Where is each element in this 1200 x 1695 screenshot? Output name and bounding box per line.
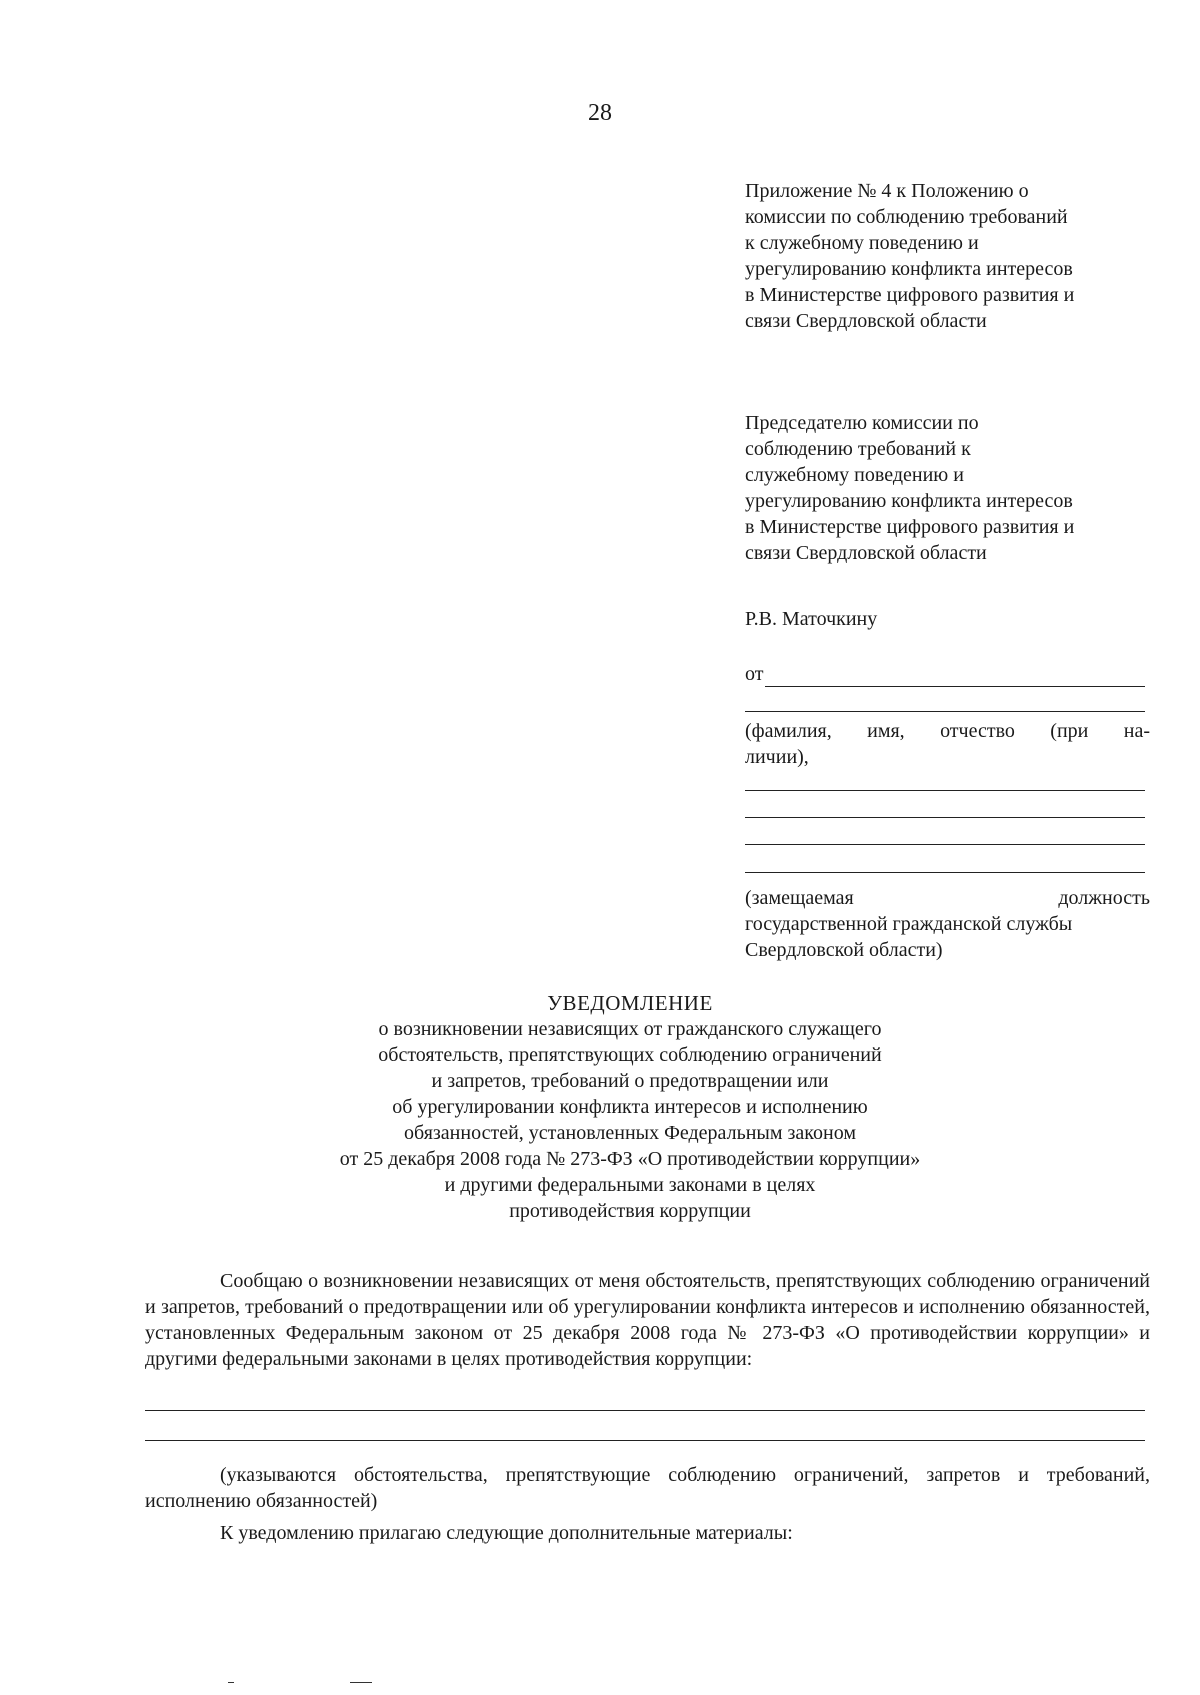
from-label: от [745, 663, 764, 685]
caption-line: Свердловской области) [745, 939, 943, 961]
from-field[interactable] [745, 661, 1145, 687]
notice-subtitle-line: противодействия коррупции [509, 1200, 751, 1222]
addressee-line: служебному поведению и [745, 464, 964, 486]
notice-body-paragraph: Сообщаю о возникновении независящих от меня обстоятельств, препятствующих соблюдению ограничений и запретов, требований о предотвращении или об урегулировании конфликта интересов и исполнению обязанностей, установленных Федеральным законом от 25 декабря 2008 года № 273-ФЗ «О противодействии коррупции» и другими федеральными законами в целях противодействия коррупции: [145, 1270, 1150, 1370]
appendix-line: в Министерстве цифрового развития и [745, 284, 1075, 306]
addressee-line: соблюдению требований к [745, 438, 971, 460]
fio-blank-line[interactable] [745, 711, 1145, 712]
notice-subtitle-line: обязанностей, установленных Федеральным законом [404, 1122, 856, 1144]
from-blank-line[interactable] [765, 666, 1145, 687]
caption-word: (замещаемая [745, 887, 854, 909]
circumstances-blank-line-1[interactable] [145, 1410, 1145, 1411]
notice-heading [250, 990, 1010, 1224]
fio-caption [745, 718, 1150, 770]
addressee-line: Председателю комиссии по [745, 412, 979, 434]
scan-mark [350, 1682, 372, 1683]
address-blank-line-2[interactable] [745, 817, 1145, 818]
scan-mark [228, 1682, 234, 1683]
caption-line: государственной гражданской службы [745, 913, 1073, 935]
addressee-block [745, 410, 1150, 566]
caption-word: (при [1050, 720, 1089, 742]
appendix-line: Приложение № 4 к Положению о [745, 180, 1029, 202]
address-blank-line-1[interactable] [745, 790, 1145, 791]
notice-subtitle-line: и запретов, требований о предотвращении или [431, 1070, 829, 1092]
addressee-line: урегулированию конфликта интересов [745, 490, 1073, 512]
appendix-line: к служебному поведению и [745, 232, 979, 254]
caption-word: отчество [940, 720, 1015, 742]
address-blank-line-3[interactable] [745, 844, 1145, 845]
appendix-line: связи Свердловской области [745, 310, 987, 332]
appendix-reference [745, 178, 1150, 334]
notice-subtitle-line: об урегулировании конфликта интересов и исполнению [392, 1096, 868, 1118]
addressee-line: связи Свердловской области [745, 542, 987, 564]
caption-word: (фамилия, [745, 720, 832, 742]
notice-subtitle-line: от 25 декабря 2008 года № 273-ФЗ «О противодействии коррупции» [339, 1148, 921, 1170]
notice-subtitle-line: о возникновении независящих от гражданского служащего [378, 1018, 882, 1040]
recipient-name: Р.В. Маточкину [745, 608, 878, 630]
circumstances-blank-line-2[interactable] [145, 1440, 1145, 1441]
caption-word: имя, [867, 720, 905, 742]
position-caption [745, 885, 1150, 963]
notice-subtitle-line: и другими федеральными законами в целях [444, 1174, 816, 1196]
appendix-line: комиссии по соблюдению требований [745, 206, 1068, 228]
caption-word: на- [1123, 720, 1150, 742]
caption-line: личии), [745, 746, 809, 768]
circumstances-caption: (указываются обстоятельства, препятствующие соблюдению ограничений, запретов и требований, исполнению обязанностей) [145, 1464, 1150, 1512]
page-number: 28 [588, 100, 612, 126]
addressee-line: в Министерстве цифрового развития и [745, 516, 1075, 538]
notice-title: УВЕДОМЛЕНИЕ [547, 991, 713, 1015]
appendix-line: урегулированию конфликта интересов [745, 258, 1073, 280]
notice-subtitle-line: обстоятельств, препятствующих соблюдению ограничений [378, 1044, 882, 1066]
caption-word: должность [1058, 887, 1150, 909]
attachments-line: К уведомлению прилагаю следующие дополнительные материалы: [220, 1522, 793, 1544]
address-blank-line-4[interactable] [745, 872, 1145, 873]
